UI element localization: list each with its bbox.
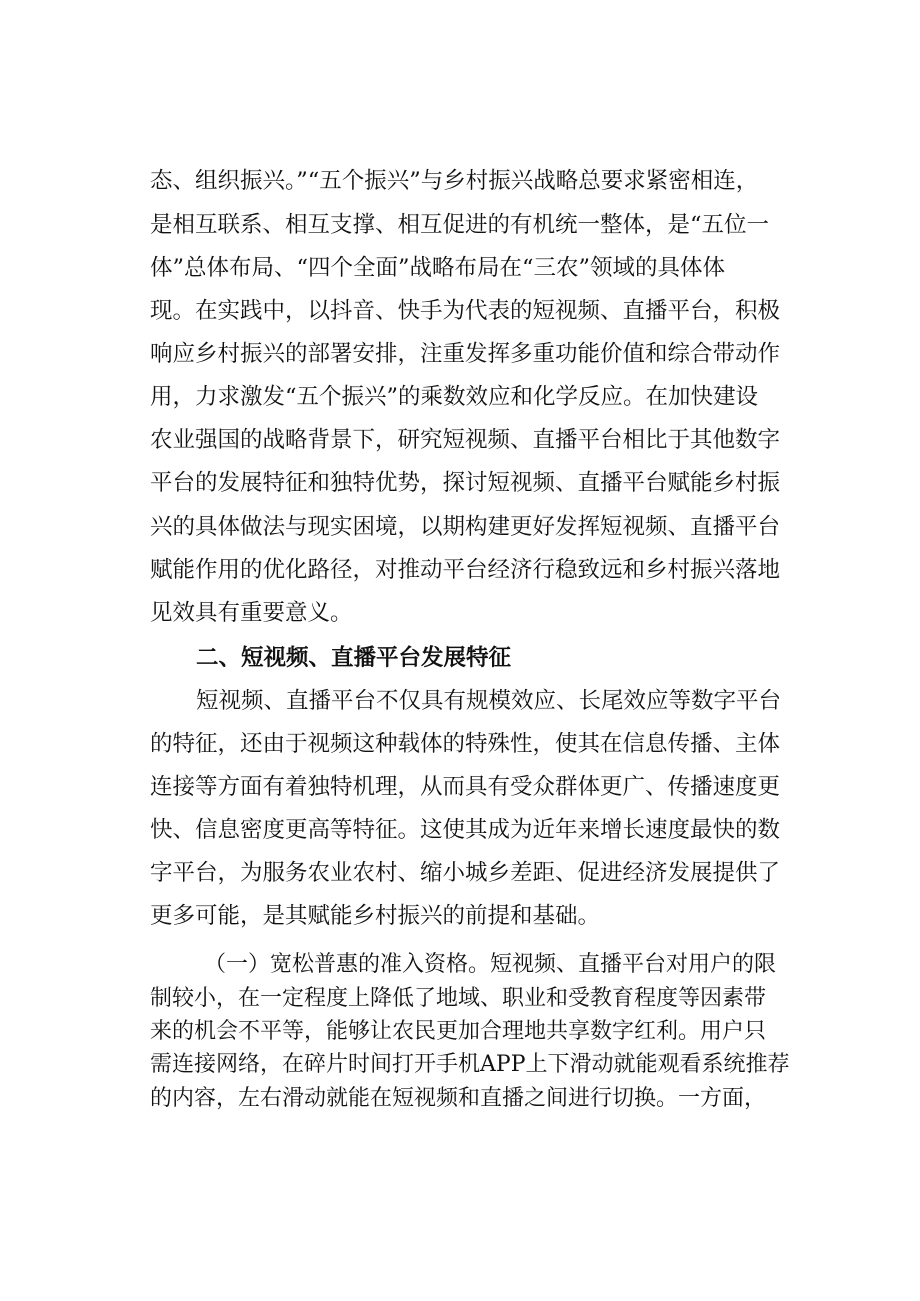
- paragraph-3-line-2: 制较小，在一定程度上降低了地域、职业和受教育程度等因素带: [150, 986, 767, 1011]
- paragraph-1-line-10: 赋能作用的优化路径，对推动平台经济行稳致远和乡村振兴落地: [150, 557, 781, 583]
- paragraph-1-line-4: 现。在实践中，以抖音、快手为代表的短视频、直播平台，积极: [150, 298, 781, 324]
- paragraph-3-line-3: 来的机会不平等，能够让农民更加合理地共享数字红利。用户只: [150, 1019, 767, 1044]
- paragraph-3-line-1: （一）宽松普惠的准入资格。短视频、直播平台对用户的限: [204, 952, 777, 977]
- paragraph-1-line-2: 是相互联系、相互支撑、相互促进的有机统一整体，是“五位一: [150, 212, 770, 238]
- paragraph-1-line-7: 农业强国的战略背景下，研究短视频、直播平台相比于其他数字: [150, 427, 781, 453]
- paragraph-1-line-5: 响应乡村振兴的部署安排，注重发挥多重功能价值和综合带动作: [150, 341, 781, 367]
- paragraph-2-line-6: 更多可能，是其赋能乡村振兴的前提和基础。: [150, 903, 601, 929]
- paragraph-2-line-1: 短视频、直播平台不仅具有规模效应、长尾效应等数字平台: [196, 688, 782, 714]
- paragraph-3-line-5: 的内容，左右滑动就能在短视频和直播之间进行切换。一方面，: [150, 1086, 767, 1111]
- paragraph-1-line-3: 体”总体布局、“四个全面”战略布局在“三农”领域的具体体: [150, 255, 726, 281]
- section-heading: 二、短视频、直播平台发展特征: [196, 645, 512, 671]
- paragraph-2-line-3: 连接等方面有着独特机理，从而具有受众群体更广、传播速度更: [150, 774, 781, 800]
- paragraph-1-line-9: 兴的具体做法与现实困境，以期构建更好发挥短视频、直播平台: [150, 514, 781, 540]
- paragraph-1-line-1: 态、组织振兴。”“五个振兴”与乡村振兴战略总要求紧密相连，: [150, 168, 759, 194]
- paragraph-2-line-5: 字平台，为服务农业农村、缩小城乡差距、促进经济发展提供了: [150, 860, 781, 886]
- paragraph-1-line-8: 平台的发展特征和独特优势，探讨短视频、直播平台赋能乡村振: [150, 470, 781, 496]
- paragraph-3-line-4: 需连接网络，在碎片时间打开手机APP上下滑动就能观看系统推荐: [150, 1052, 790, 1077]
- paragraph-1-line-11: 见效具有重要意义。: [150, 600, 353, 626]
- paragraph-2-line-2: 的特征，还由于视频这种载体的特殊性，使其在信息传播、主体: [150, 731, 781, 757]
- paragraph-2-line-4: 快、信息密度更高等特征。这使其成为近年来增长速度最快的数: [150, 817, 781, 843]
- paragraph-1-line-6: 用，力求激发“五个振兴”的乘数效应和化学反应。在加快建设: [150, 384, 759, 410]
